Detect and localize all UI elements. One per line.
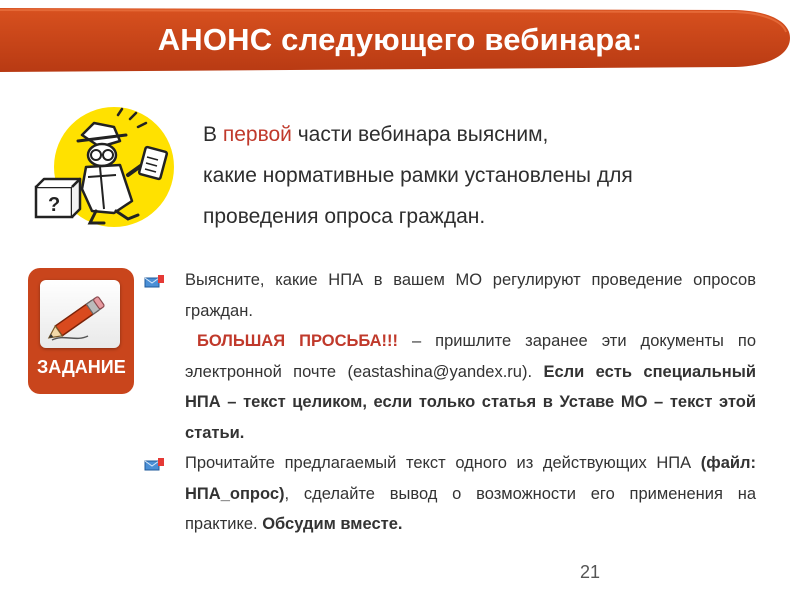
bullet-icon <box>144 456 166 472</box>
bullet-icon <box>144 273 166 289</box>
intro-highlight: первой <box>222 123 292 146</box>
page-number: 21 <box>580 562 601 582</box>
detective-magnifier-icon <box>30 105 190 230</box>
intro-line-1: В первой части вебинара выясним, <box>203 123 549 146</box>
list-item: Выясните, какие НПА в вашем МО регулируют проведение опросов граждан. <box>144 265 756 326</box>
intro-text <box>203 114 773 237</box>
task-list <box>144 265 756 540</box>
pencil-icon <box>40 280 120 348</box>
list-item: Прочитайте предлагаемый текст одного из действующих НПА (файл: НПА_опрос), сделайте вывод о возможности его применения на практике. Обсудим вместе. <box>144 448 756 540</box>
page-title: АНОНС следующего вебинара: <box>157 22 643 57</box>
question-mark-label: ? <box>48 194 61 216</box>
list-item: БОЛЬШАЯ ПРОСЬБА!!! – пришлите заранее эти документы по электронной почте (eastashina@yandex.ru). Если есть специальный НПА – текст целиком, если только статья в Уставе МО – текст этой статьи. <box>185 332 757 442</box>
intro-line-3: проведения опроса граждан. <box>203 205 486 228</box>
request-label: БОЛЬШАЯ ПРОСЬБА!!! <box>197 332 398 350</box>
intro-line-2: какие нормативные рамки установлены для <box>203 164 633 187</box>
task-label: ЗАДАНИЕ <box>37 357 126 377</box>
